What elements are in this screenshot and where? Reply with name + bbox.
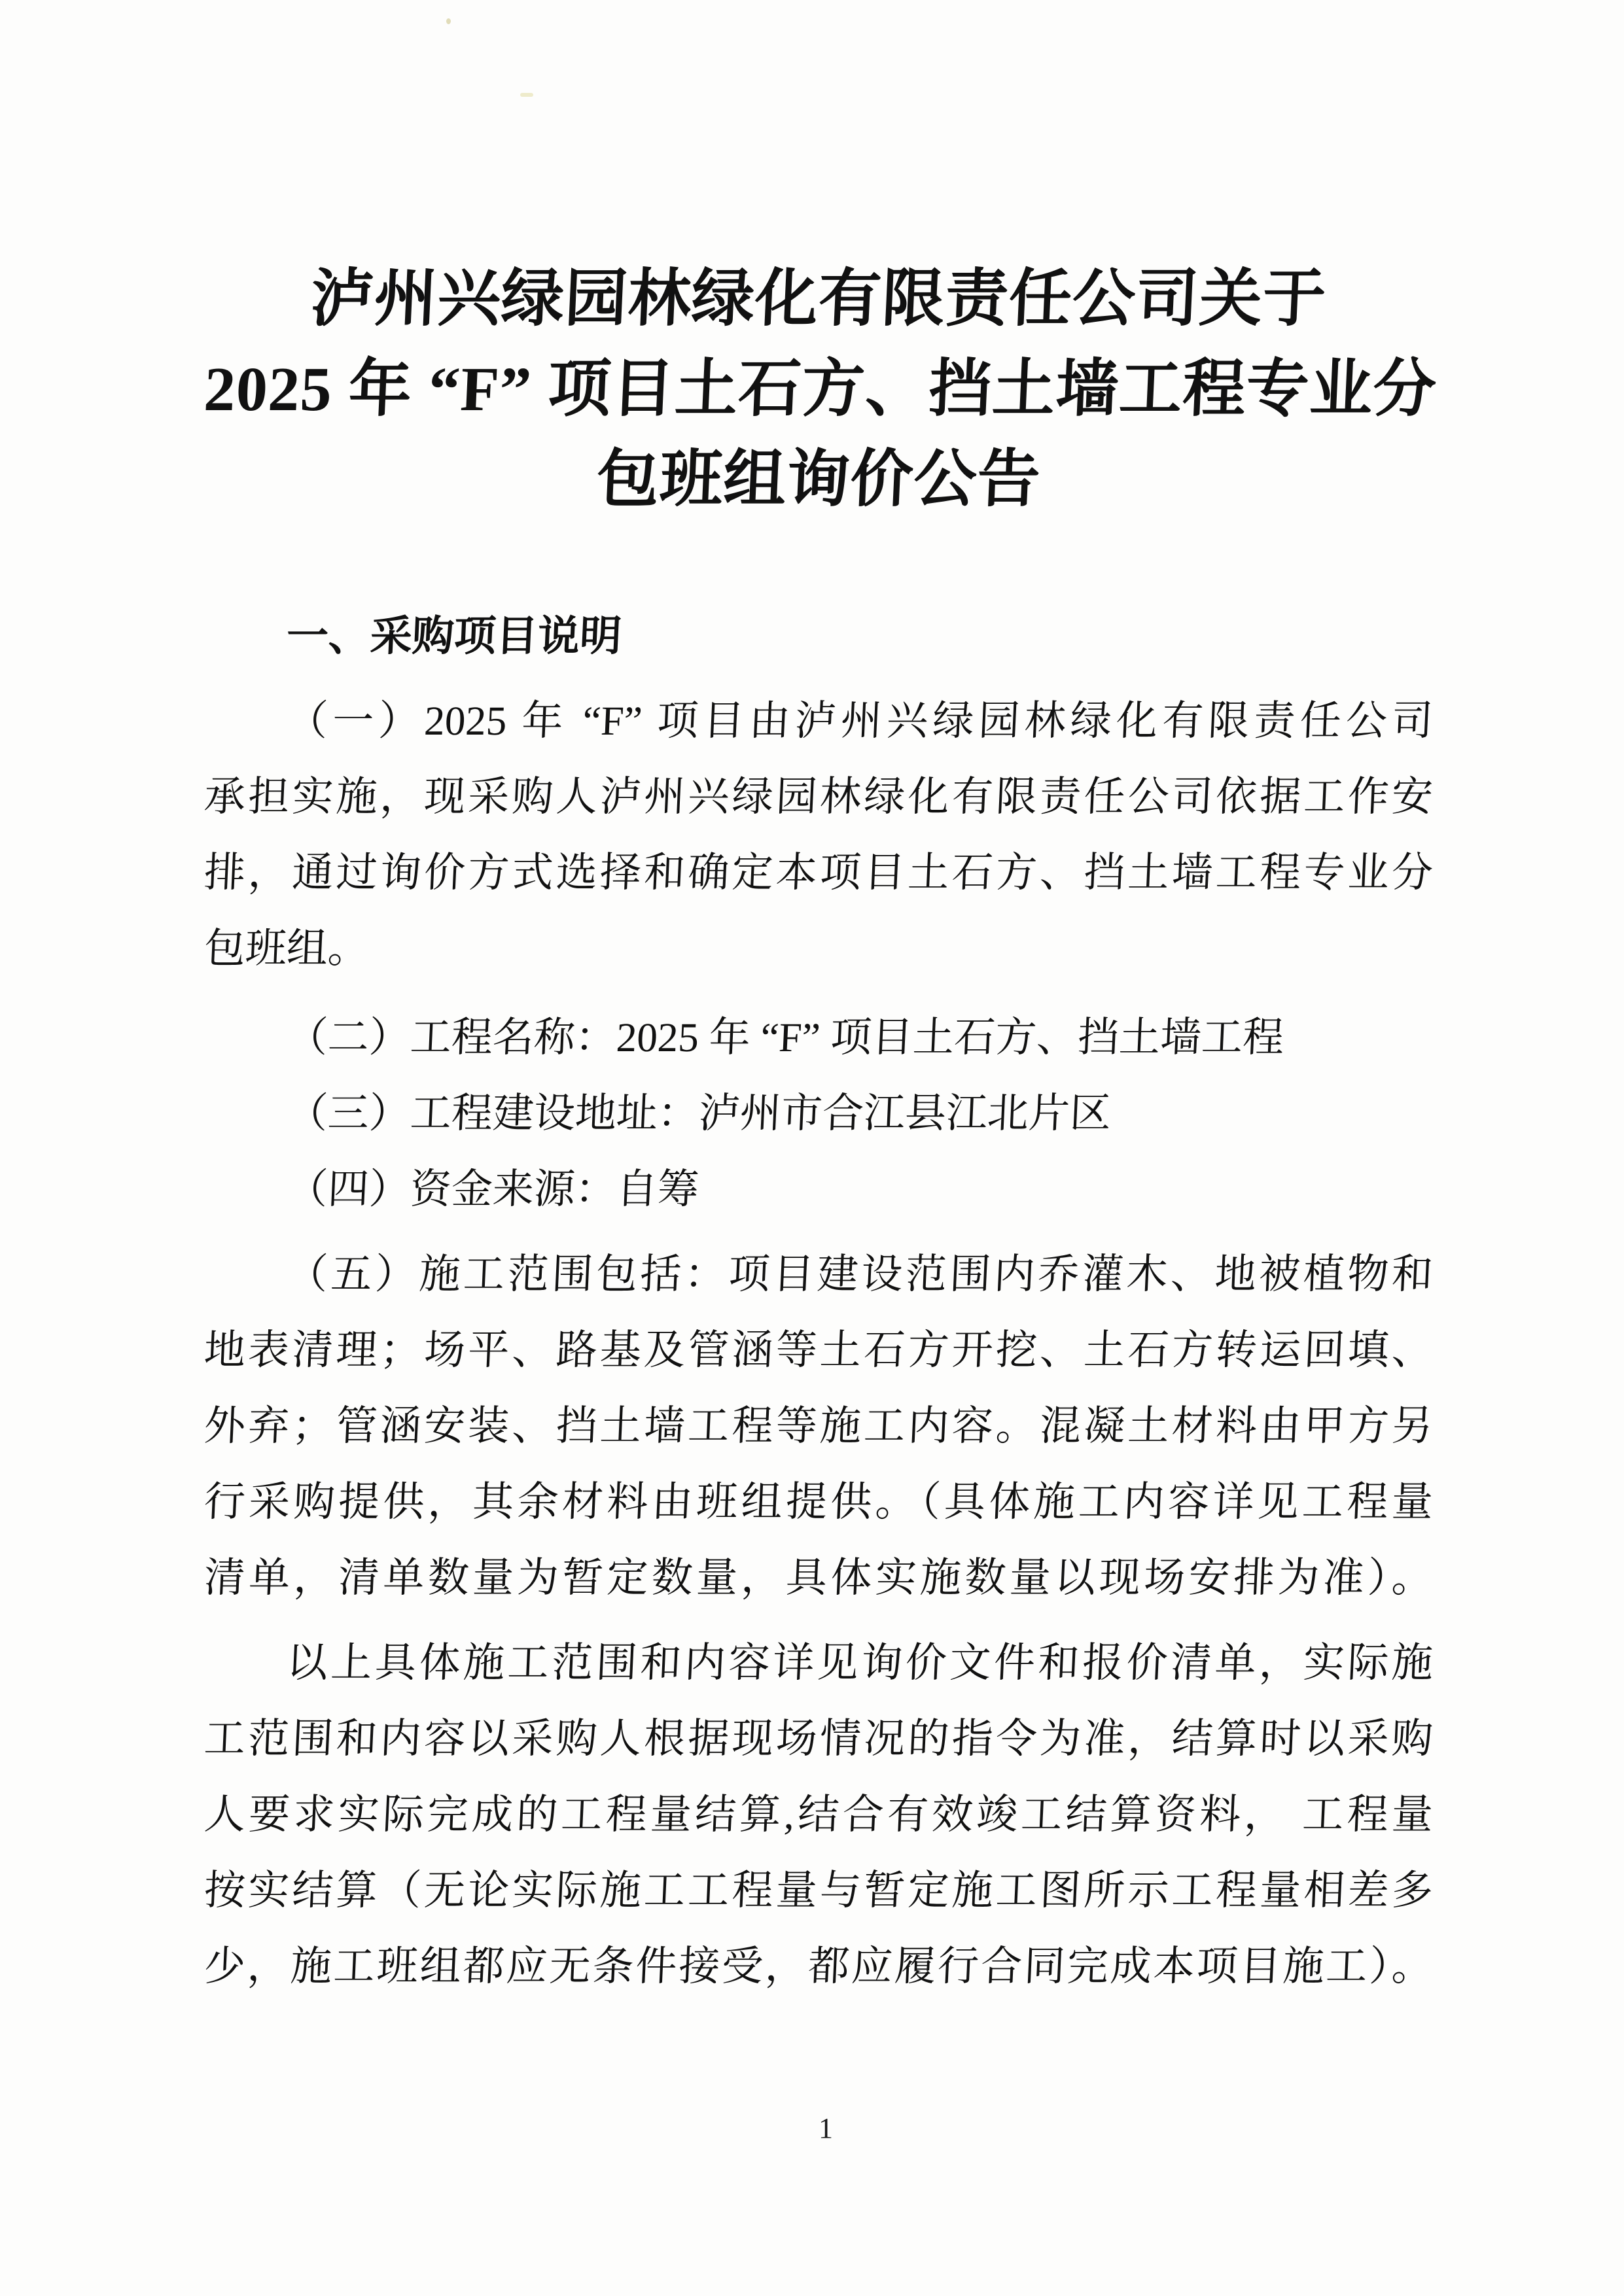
- paragraph-line: 排，通过询价方式选择和确定本项目土石方、挡土墙工程专业分: [203, 850, 1434, 896]
- paragraph-5: [204, 1236, 1433, 1616]
- paragraph-line: （三）工程建设地址：泸州市合江县江北片区: [285, 1090, 1112, 1136]
- title-line-2: 2025 年 “F” 项目土石方、挡土墙工程专业分: [202, 354, 1439, 424]
- paragraph-line: 清单，清单数量为暂定数量，具体实施数量以现场安排为准）。: [203, 1555, 1434, 1601]
- section-heading: 一、采购项目说明: [285, 612, 623, 659]
- document-content: [202, 0, 1439, 2004]
- paragraph-line: 按实结算（无论实际施工工程量与暂定施工图所示工程量相差多: [203, 1868, 1434, 1913]
- paragraph-line: 行采购提供，其余材料由班组提供。（具体施工内容详见工程量: [203, 1479, 1434, 1525]
- page-number: 1: [819, 2112, 833, 2144]
- paragraph-line: 少，施工班组都应无条件接受，都应履行合同完成本项目施工）。: [203, 1943, 1434, 1989]
- paragraph-1: [204, 683, 1433, 986]
- paragraph-line: 包班组。: [203, 926, 370, 971]
- paragraph-line: 地表清理；场平、路基及管涵等土石方开挖、土石方转运回填、: [203, 1327, 1434, 1373]
- paragraph-line: 外弃；管涵安装、挡土墙工程等施工内容。混凝土材料由甲方另: [203, 1403, 1434, 1449]
- paragraph-line: （一）2025 年 “F” 项目由泸州兴绿园林绿化有限责任公司: [285, 698, 1434, 744]
- paragraph-line: 人要求实际完成的工程量结算,结合有效竣工结算资料， 工程量: [203, 1792, 1434, 1837]
- title-line-1: 泸州兴绿园林绿化有限责任公司关于: [309, 264, 1328, 334]
- paragraph-3: [204, 1075, 1433, 1151]
- paragraph-line: （四）资金来源：自筹: [285, 1166, 700, 1212]
- paragraph-line: （二）工程名称：2025 年 “F” 项目土石方、挡土墙工程: [285, 1015, 1285, 1060]
- paragraph-4: [204, 1151, 1433, 1227]
- title-line-3: 包班组询价公告: [595, 444, 1042, 514]
- paragraph-6: [204, 1625, 1433, 2004]
- paragraph-line: （五）施工范围包括：项目建设范围内乔灌木、地被植物和: [285, 1251, 1434, 1297]
- paragraph-line: 承担实施，现采购人泸州兴绿园林绿化有限责任公司依据工作安: [203, 774, 1434, 820]
- document-title: [202, 254, 1439, 525]
- paragraph-line: 工范围和内容以采购人根据现场情况的指令为准，结算时以采购: [203, 1716, 1434, 1762]
- paragraph-line: 以上具体施工范围和内容详见询价文件和报价清单，实际施: [285, 1640, 1434, 1686]
- paragraph-2: [204, 1000, 1433, 1075]
